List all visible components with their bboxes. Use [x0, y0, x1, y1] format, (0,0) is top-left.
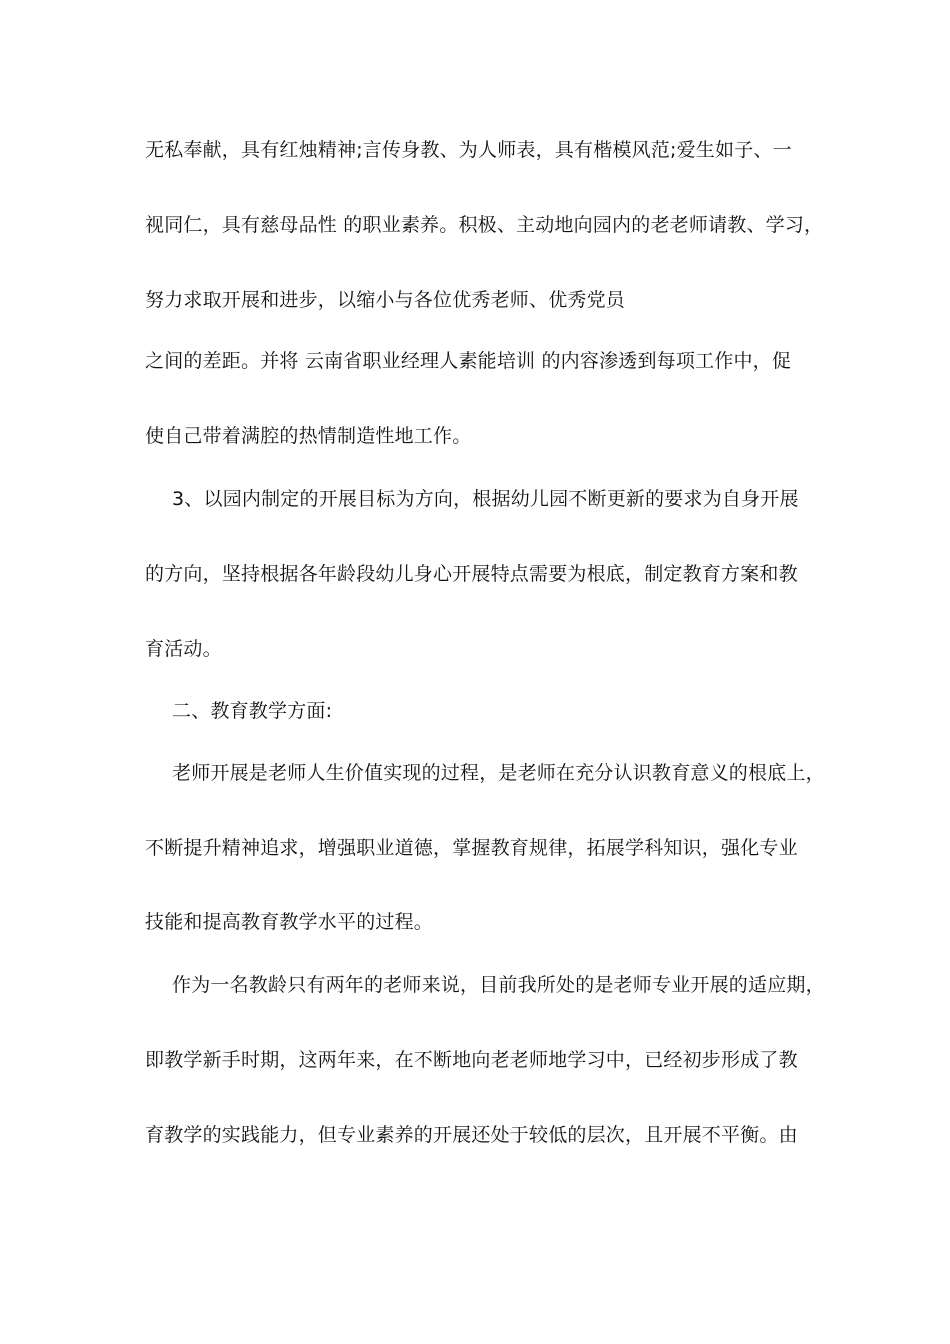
paragraph-line: 使自己带着满腔的热情制造性地工作。 [145, 425, 472, 447]
paragraph-line: 育活动。 [145, 638, 222, 660]
paragraph-line: 育教学的实践能力，但专业素养的开展还处于较低的层次，且开展不平衡。由 [145, 1124, 798, 1146]
paragraph-line: 老师开展是老师人生价值实现的过程，是老师在充分认识教育意义的根底上， [172, 762, 825, 784]
list-item-3: 3、以园内制定的开展目标为方向，根据幼儿园不断更新的要求为自身开展 [172, 488, 799, 510]
paragraph-line: 不断提升精神追求，增强职业道德，掌握教育规律，拓展学科知识，强化专业 [145, 837, 798, 859]
paragraph-line: 的方向，坚持根据各年龄段幼儿身心开展特点需要为根底，制定教育方案和教 [145, 563, 798, 585]
paragraph-line: 即教学新手时期，这两年来，在不断地向老老师地学习中，已经初步形成了教 [145, 1049, 798, 1071]
paragraph-line: 视同仁，具有慈母品性 的职业素养。积极、主动地向园内的老老师请教、学习， [145, 214, 824, 236]
paragraph-line: 无私奉献，具有红烛精神;言传身教、为人师表，具有楷模风范;爱生如子、一 [145, 139, 792, 161]
paragraph-line: 之间的差距。并将 云南省职业经理人素能培训 的内容渗透到每项工作中，促 [145, 350, 792, 372]
section-heading: 二、教育教学方面: [172, 700, 333, 722]
paragraph-line: 作为一名教龄只有两年的老师来说，目前我所处的是老师专业开展的适应期， [172, 974, 825, 996]
paragraph-line: 努力求取开展和进步，以缩小与各位优秀老师、优秀党员 [145, 289, 626, 311]
paragraph-line: 技能和提高教育教学水平的过程。 [145, 911, 434, 933]
